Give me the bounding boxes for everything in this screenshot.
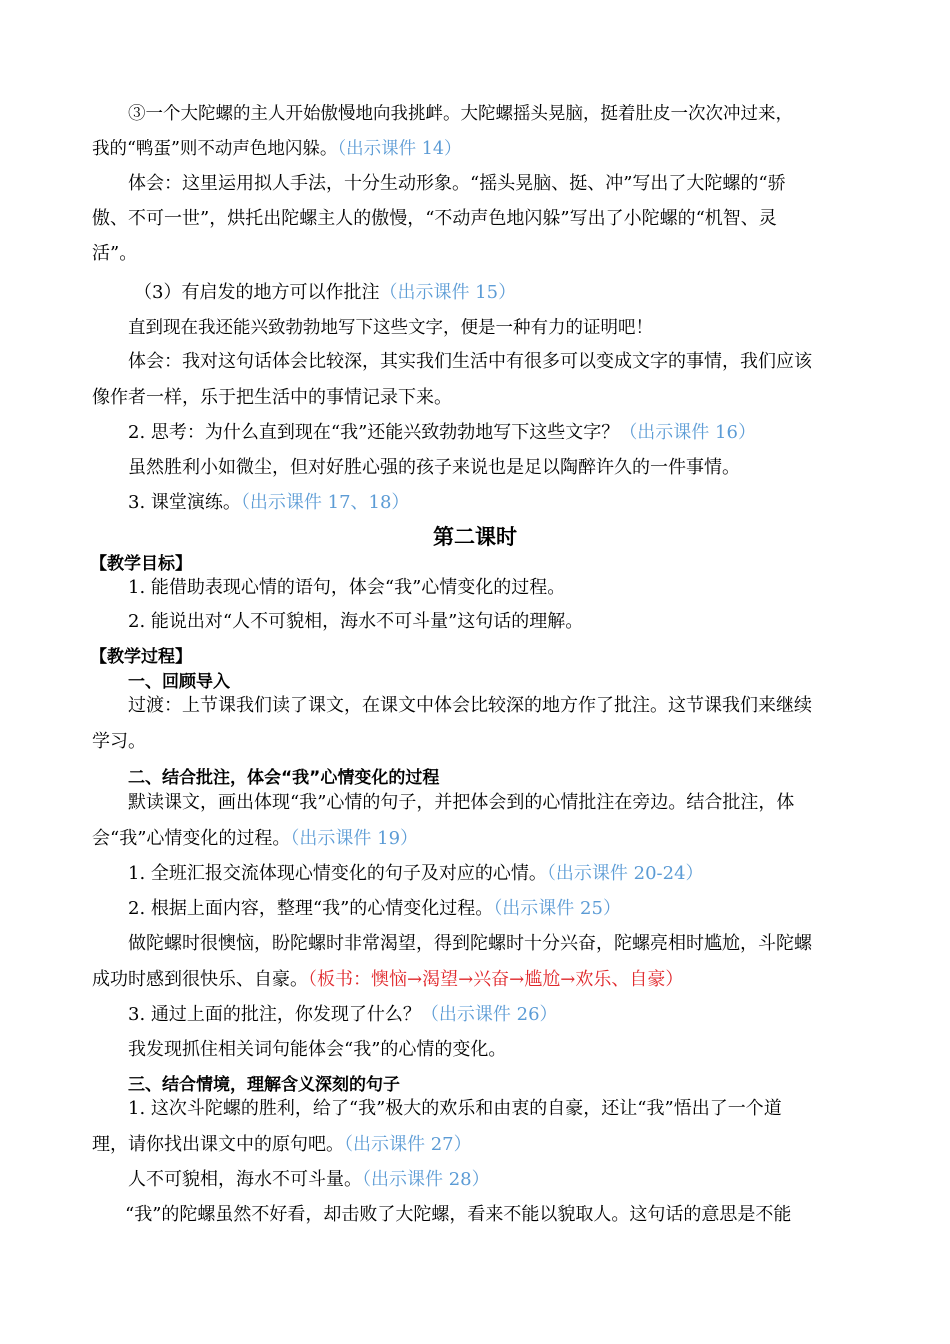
text-content: 像作者一样，乐于把生活中的事情记录下来。 (92, 387, 452, 408)
text-line: 1. 这次斗陀螺的胜利，给了“我”极大的欢乐和由衷的自豪，还让“我”悟出了一个道 (128, 1098, 782, 1119)
text-line (128, 491, 409, 515)
text-content: 3. 通过上面的批注，你发现了什么？ (128, 1004, 421, 1025)
text-line: 做陀螺时很懊恼，盼陀螺时非常渴望，得到陀螺时十分兴奋，陀螺亮相时尴尬，斗陀螺 (128, 933, 812, 954)
text-line (128, 1168, 490, 1192)
courseware-ref: （出示课件 26） (420, 1004, 558, 1025)
text-content: （3）有启发的地方可以作批注 (134, 282, 380, 303)
text-content: 理，请你找出课文中的原句吧。 (92, 1134, 344, 1155)
text-line (92, 386, 452, 410)
text-line: 默读课文，画出体现“我”心情的句子，并把体会到的心情批注在旁边。结合批注，体 (128, 792, 795, 813)
text-content: 直到现在我还能兴致勃勃地写下这些文字，便是一种有力的证明吧！ (128, 318, 653, 338)
text-line (128, 1003, 558, 1027)
text-line (128, 862, 704, 886)
text-line (92, 207, 777, 231)
text-content: 体会：我对这句话体会比较深，其实我们生活中有很多可以变成文字的事情，我们应该 (128, 351, 812, 372)
text-line (92, 968, 683, 992)
courseware-ref: （出示课件 14） (337, 139, 462, 159)
text-line (134, 281, 516, 305)
text-content: 人不可貌相，海水不可斗量。 (128, 1169, 362, 1190)
courseware-ref: （出示课件 15） (379, 282, 517, 303)
text-content: 虽然胜利小如微尘，但对好胜心强的孩子来说也是足以陶醉许久的一件事情。 (128, 457, 740, 478)
courseware-ref: （出示课件 27） (344, 1134, 472, 1155)
text-content: 成功时感到很快乐、自豪。 (92, 969, 308, 990)
goal-item: 1. 能借助表现心情的语句，体会“我”心情变化的过程。 (128, 577, 566, 598)
text-content: 2. 思考：为什么直到现在“我”还能兴致勃勃地写下这些文字？ (128, 422, 620, 443)
goal-item: 2. 能说出对“人不可貌相，海水不可斗量”这句话的理解。 (128, 611, 584, 632)
board-note: （板书：懊恼→渴望→兴奋→尴尬→欢乐、自豪） (308, 969, 684, 990)
text-content: 我的“鸭蛋”则不动声色地闪躲。 (92, 139, 338, 159)
text-line (128, 316, 653, 340)
text-line (128, 897, 621, 921)
text-line (128, 172, 786, 196)
text-content: 会“我”心情变化的过程。 (92, 828, 291, 849)
text-line (92, 242, 137, 266)
text-line: 过渡：上节课我们读了课文，在课文中体会比较深的地方作了批注。这节课我们来继续 (128, 695, 812, 716)
text-line: 学习。 (92, 731, 146, 752)
courseware-ref: （出示课件 19） (290, 828, 419, 849)
text-line (92, 137, 462, 161)
courseware-ref: （出示课件 28） (362, 1169, 490, 1190)
text-content: 傲、不可一世”，烘托出陀螺主人的傲慢，“不动声色地闪躲”写出了小陀螺的“机智、灵 (92, 208, 777, 229)
courseware-ref: （出示课件 25） (493, 898, 621, 919)
courseware-ref: （出示课件 17、18） (240, 492, 410, 513)
text-line (128, 350, 812, 374)
text-line (128, 421, 756, 445)
text-line (128, 102, 793, 126)
text-line: “我”的陀螺虽然不好看，却击败了大陀螺，看来不能以貌取人。这句话的意思是不能 (125, 1204, 792, 1225)
text-line (92, 827, 418, 851)
text-line: 我发现抓住相关词句能体会“我”的心情的变化。 (128, 1039, 507, 1060)
text-content: ③一个大陀螺的主人开始傲慢地向我挑衅。大陀螺摇头晃脑，挺着肚皮一次次冲过来， (128, 104, 793, 124)
subsection-heading: 三、结合情境，理解含义深刻的句子 (128, 1075, 400, 1095)
text-content: 体会：这里运用拟人手法，十分生动形象。“摇头晃脑、挺、冲”写出了大陀螺的“骄 (128, 173, 786, 194)
process-heading: 【教学过程】 (90, 647, 192, 667)
section-title: 第二课时 (433, 525, 517, 549)
text-line (128, 456, 740, 480)
goals-heading: 【教学目标】 (90, 554, 192, 574)
subsection-heading: 一、回顾导入 (128, 672, 230, 692)
courseware-ref: （出示课件 16） (619, 422, 756, 443)
text-content: 活”。 (92, 243, 138, 264)
subsection-heading: 二、结合批注，体会“我”心情变化的过程 (128, 768, 440, 788)
courseware-ref: （出示课件 20-24） (546, 863, 704, 884)
text-content: 2. 根据上面内容，整理“我”的心情变化过程。 (128, 898, 494, 919)
text-content: 1. 全班汇报交流体现心情变化的句子及对应的心情。 (128, 863, 547, 884)
text-line (92, 1133, 472, 1157)
text-content: 3. 课堂演练。 (128, 492, 241, 513)
